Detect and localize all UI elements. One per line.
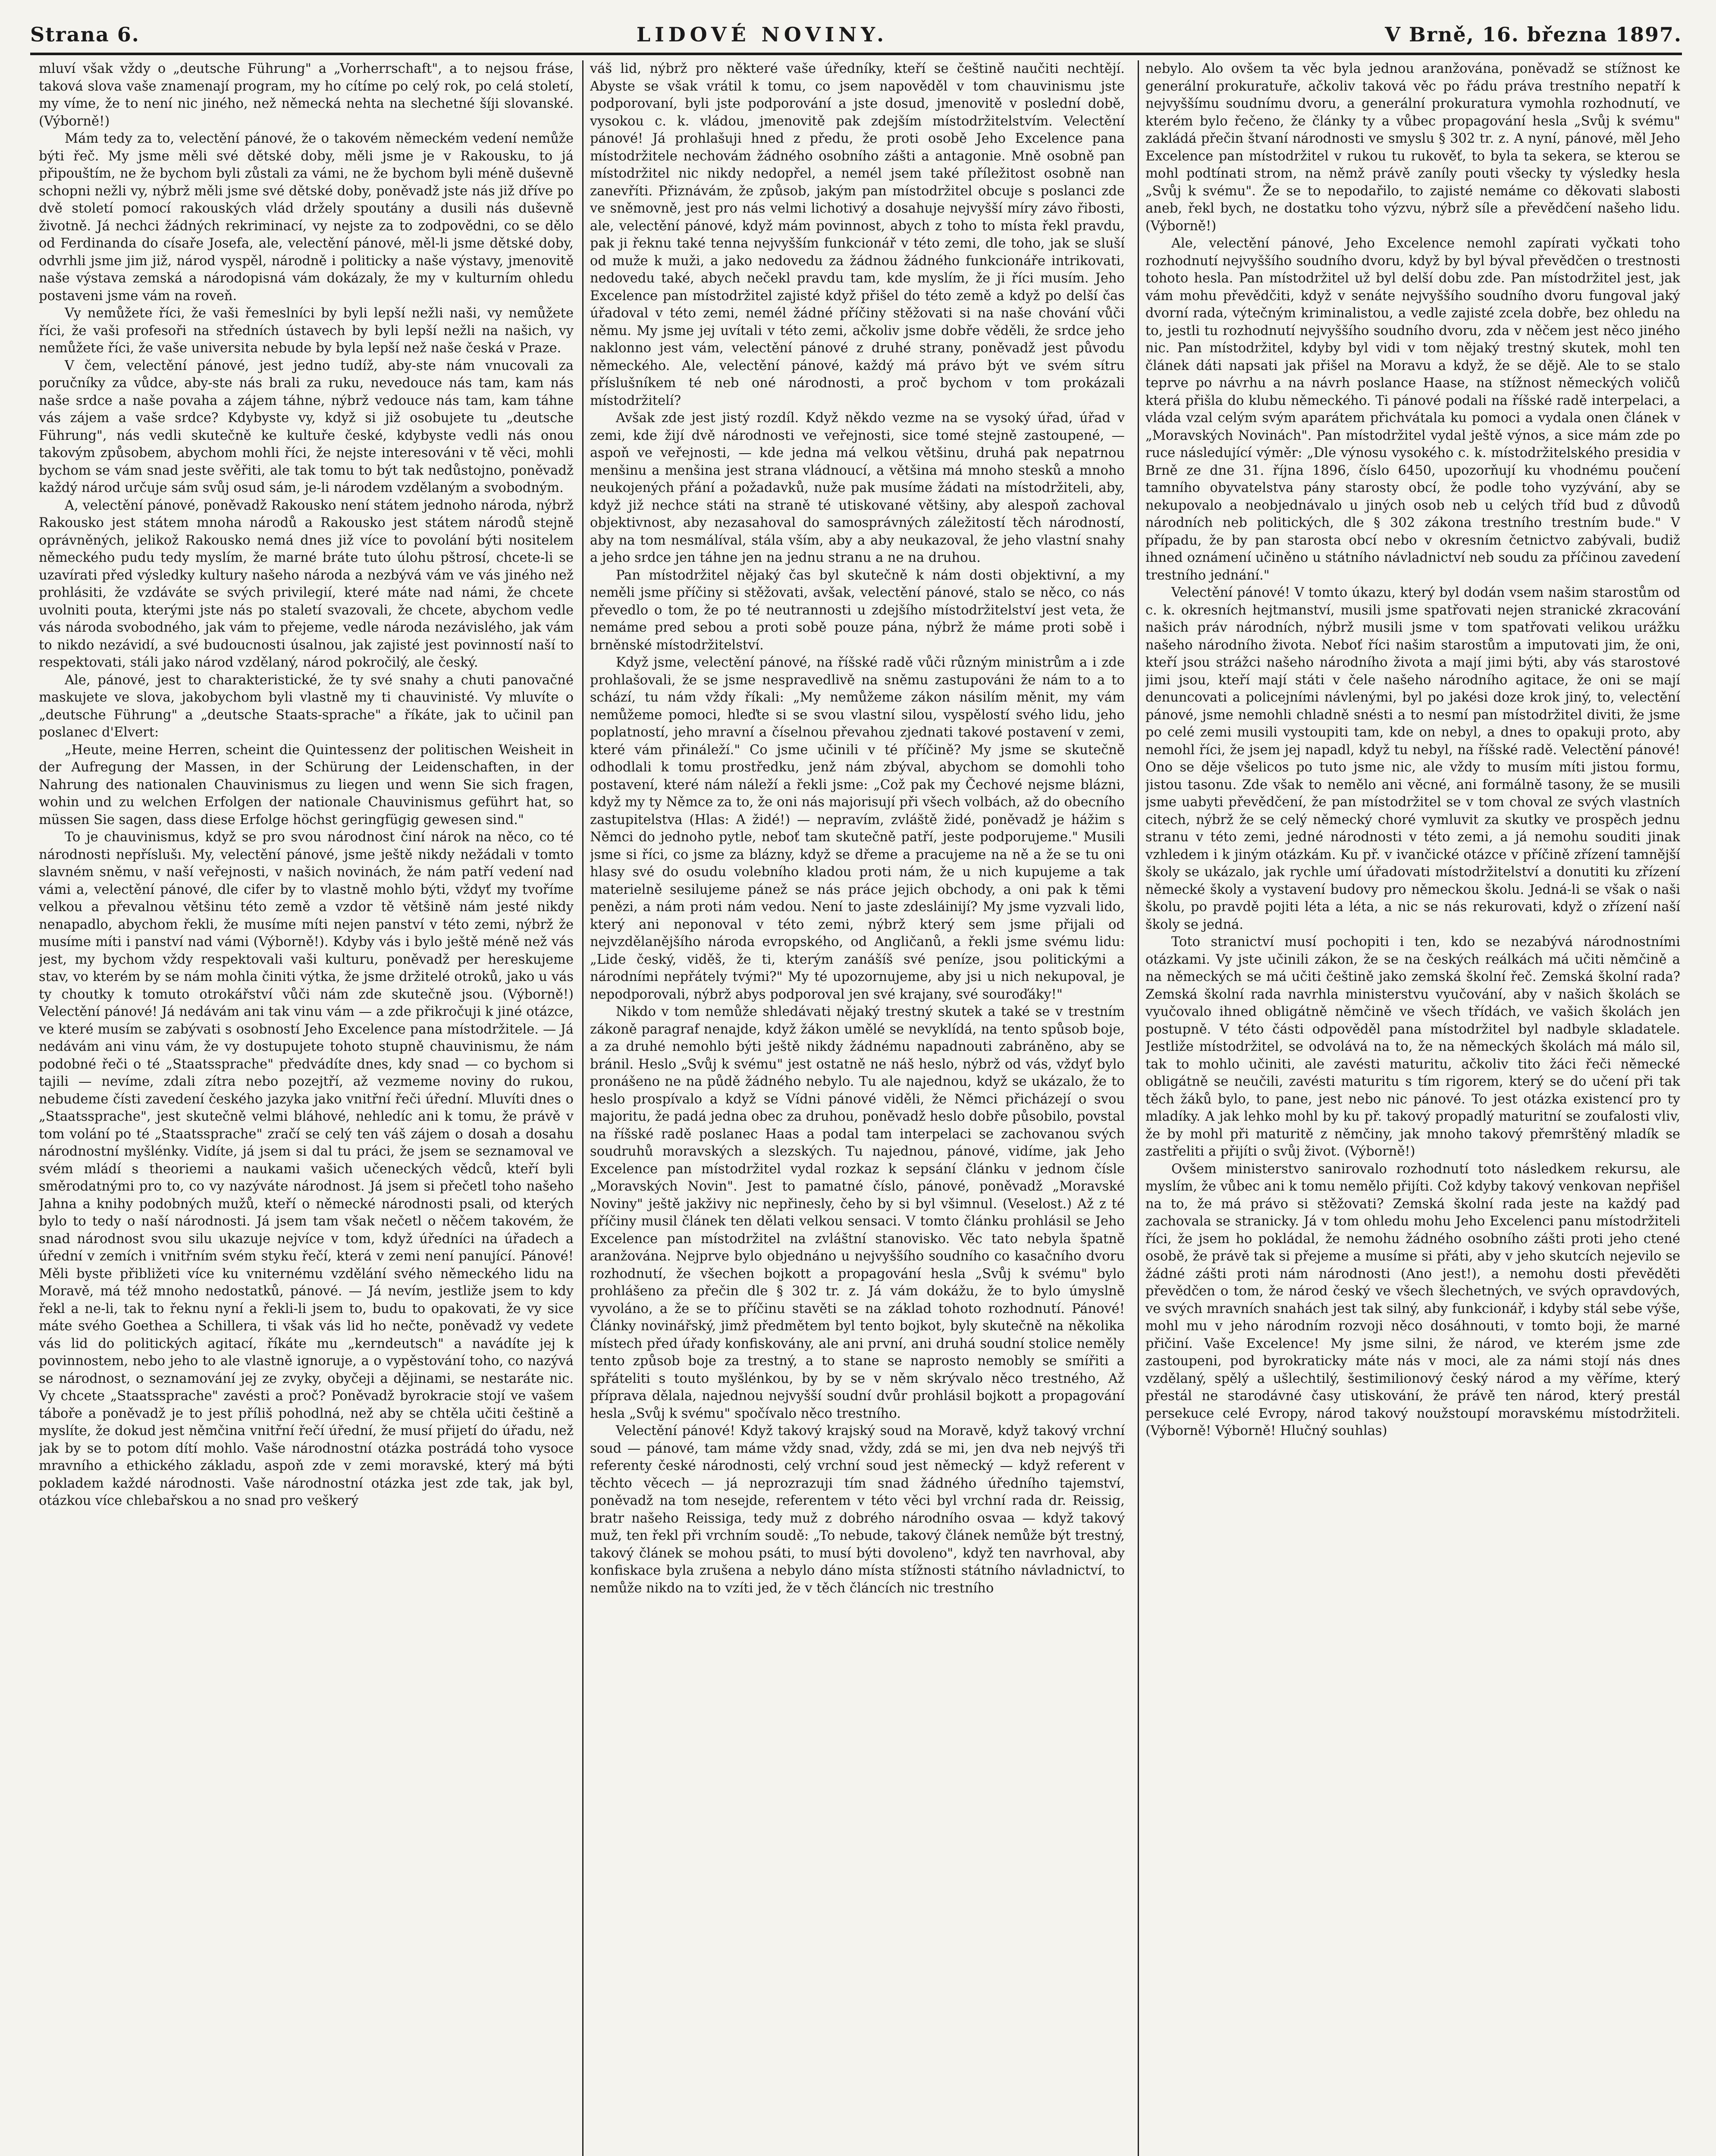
paragraph: To je chauvinismus, když se pro svou národnost činí nárok na něco, co té národnosti nepříslušı. My, velectění pánové, jsme ještě nikdy nežádali v tomto slavném sněmu, v naší veřejnosti, v našich novinách, že nám patří vedení nad vámi a, velectění pánové, dle cifer by to vlastně mohlo býti, vždyť my tvoříme velkou a převalnou většinu této země a vzdor tě většině nám jesté nikdy nenapadlo, abychom řekli, že musíme míti nejen panství v této zemi, nýbrž že musíme míti i panství nad vámi (Výborně!). Kdyby vás i bylo ještě méně než vás jest, my bychom vždy respektovali vaši kulturu, poněvadž per hereskujeme stav, vo kterém by se nám mohla činiti výtka, že jsme držitelé otroků, jako u vás ty choutky k tomuto otrokářství vůči nám zde skutečně jsou. (Výborně!) Velectění pánové! Já nedávám ani tak vinu vám — a zde přikročuji k jiné otázce, ve které musím se zabývati s osobností Jeho Excelence pana místodržitele. — Já nedávám ani vinu vám, že vy dostupujete tohoto stupně chauvinismu, že nám podobné řeči o té „Staatssprache" předvádíte dnes, kdy snad — co bychom si tajili — nevíme, zdali zítra nebo pozejtří, až vezmeme noviny do rukou, nebudeme čísti zavedení českého jazyka jako vnitřní řeči úřední. Mluvíti dnes o „Staatssprache", jest skutečně velmi bláhové, nehledíc ani k tomu, že právě v tom volání po té „Staatssprache" zračí se celý ten váš zájem o dosah a dosahu národnostní myšlénky. Vidíte, já jsem si dal tu práci, že jsem se seznamoval ve svém mládí s theoriemi a naukami vašich učeneckých vědců, kteří byli směrodatnými pro to, co vy nazýváte národnost. Já jsem si přečetl toho našeho Jahna a knihy podobných mužů, kteří o německé národnosti psali, od kterých bylo to tedy o naší národnosti. Já jsem tam však nečetl o něčem takovém, že snad národnost svou silu ukazuje nejvíce v tom, když úředníci na úřadech a úřední v zemích i vnitřním svém styku řečí, která v zemi není panující. Pánové! Měli byste přibližeti více ku vniternému vzdělání svého německého lidu na Moravě, má též mnoho nedostatků, pánové. — Já nevím, jestliže jsem to kdy řekl a ne-li, tak to řeknu nyní a řekli-li jsem to, budu to opakovati, že vy sice máte svého Goethea a Schillera, ti však vás lid ho nečte, poněvadž vy vedete vás lid do politických agitací, říkáte mu „kerndeutsch" a navádíte jej k povinnostem, nebo jeho to ale vlastně ignoruje, a o vypěstování toho, co nazývá se národnost, o seznamování jej ze zvyky, obyčeji a dějinami, se nestaráte nic. Vy chcete „Staatssprache" zavésti a proč? Poněvadž byrokracie stojí ve vašem táboře a poněvadž je to jest příliš pohodlná, než aby se chtěla učiti češtině a myslíte, že dokud jest němčina vnitřní řečí úřední, že musí přijetí do úřadu, než jak by se to potom dítí mohlo. Vaše národnostní otázka postrádá toho vysoce mravního a ethického základu, aspoň zde v zemi moravské, který má býti pokladem každé národnosti. Vaše národnostní otázka jest zde tak, jak byl, otázkou více chlebařskou a no snad pro veškerý: [39, 830, 574, 1508]
paragraph: Nikdo v tom nemůže shledávati nějaký trestný skutek a také se v trestním zákoně paragraf nenajde, když žákon umělé se nevyklídá, na tento spůsob boje, a za druhé nemohlo býti ještě nikdy žádnému napadnouti zabráněno, aby se bránil. Heslo „Svůj k svému" jest ostatně ne náš heslo, nýbrž od vás, vždyť bylo pronášeno ne na půdě žádného nebylo. Tu ale najednou, když se ukázalo, že to heslo prospívalo a když se Vídni pánové viděli, že Němci přicházejí o svou majoritu, že padá jedna obec za druhou, poněvadž heslo dobře působilo, povstal na říšské radě poslanec Haas a podal tam interpelaci se zachovanou svých soudruhů moravských a slezských. Tu najednou, pánové, vidíme, jak Jeho Excelence pan místodržitel vydal rozkaz k sepsání článku v jednom čísle „Moravských Novin". Jest to pamatné číslo, pánové, poněvadž „Moravské Noviny" ještě jakživy nic nepřinesly, čeho by si byl všimnul. (Veselost.) Až z té příčiny musil článek ten dělati velkou sensaci. V tomto článku prohlásil se Jeho Excelence pan místodržitel na zvláštní stanovisko. Věc tato nebyla špatně aranžována. Nejprve bylo objednáno u nejvyššího soudního co kasačního dvoru rozhodnutí, že všechen bojkott a propagování hesla „Svůj k svému" bylo prohlášeno za přečin dle § 302 tr. z. Já vám dokážu, že to bylo úmyslně vyvoláno, a že se to příčinu stavěti se na základ tohoto rozhodnutí. Pánové! Články novinářský, jimž předmětem byl tento bojkot, byly skutečně na několika místech před úřady konfiskovány, ale ani první, ani druhá soudní stolice neměly tento způsob boje za trestný, a to stane se naprosto nemobly se smířiti a spřáteliti s touto myšlénkou, by by se v něm skrývalo něco trestného, Až příprava dělala, najednou nejvyšší soudní dvůr prohlásil bojkott a propagování hesla „Svůj k svému" spočívalo něco trestního.: [590, 1004, 1125, 1421]
paragraph: mluví však vždy o „deutsche Führung" a „Vorherrschaft", a to nejsou fráse, taková slova vaše znamenají program, my ho cítíme po celý rok, po celá století, my víme, že to není nic jiného, než německá nehta na slechetné šíji slovanské. (Výborně!): [39, 61, 574, 129]
page-number: Strana 6.: [30, 23, 140, 46]
paragraph: Ovšem ministerstvo sanirovalo rozhodnutí toto následkem rekursu, ale myslím, že vůbec ani k tomu nemělo přijíti. Což kdyby takový venkovan nepřišel na to, že má právo si stěžovati? Zemská školní rada jeste na každý pad zachovala se stranicky. Já v tom ohledu mohu Jeho Excelenci panu místodržiteli říci, že jsem ho pokládal, že nemohu žádného osobního zášti proti jeho ctené osobě, že právě tak si přejeme a musíme si přáti, aby v jeho skutcích nejevilo se žádné zášti proti nám národnosti (Ano jest!), a nemohu dosti převěděti převědčen o tom, že národ český ve všech šlechetných, ve svých opravdových, ve svých mravních snahách jest tak silný, aby funkcionář, i kdyby stál sebe výše, mohl mu v jeho národním rozvoji něco dosáhnouti, v tomto boji, že marné přičiní. Vaše Excelence! My jsme silni, že národ, ve kterém jsme zde zastoupeni, pod byrokraticky máte nás v moci, ale za námi stojí nás dnes vzdělaný, spělý a ušlechtilý, šestimilionový český národ a my věříme, který přestál ne starodávné časy utiskování, že právě ten národ, který prestál persekuce celé Evropy, národ takový noužstoupí moravskému místodržiteli. (Výborně! Výborně! Hlučný souhlas): [1145, 1161, 1680, 1438]
column-2: [590, 60, 1125, 2156]
column-divider-1: [582, 60, 584, 2156]
issue-date: V Brně, 16. března 1897.: [1385, 23, 1682, 46]
paragraph: nebylo. Alo ovšem ta věc byla jednou aranžována, poněvadž se stížnost ke generální prokuratuře, ačkoliv taková věc po řádu práva trestního nepatří k nejvyššímu soudnímu dvoru, a generální prokuratura vymohla rozhodnutí, ve kterém bylo řečeno, že články ty a vůbec propagování hesla „Svůj k svému" zakládá přečin štvaní národnosti ve smyslu § 302 tr. z. A nyní, pánové, měl Jeho Excelence pan místodržitel v rukou tu rukověť, to byla ta sekera, se kterou se mohl podtínati strom, na němž právě zaníly pouti všecky ty výsledky hesla „Svůj k svému". Že se to nepodařilo, to zajisté nemáme co děkovati slabosti aneb, řekl bych, ne dostatku toho výzvu, nýbrž síle a převědčení našeho lidu. (Výborně!): [1145, 61, 1680, 234]
paragraph: Ale, velectění pánové, Jeho Excelence nemohl zapírati vyčkati toho rozhodnutí nejvyššího soudního dvoru, když by byl býval převědčen o trestnosti tohoto hesla. Pan místodržitel už byl delší dobu zde. Pan místodržitel jest, jak vám mohu převědčiti, když v senáte nejvyššího soudního dvoru fungoval jaký dvorní rada, výtečným kriminalistou, a vedle zajisté zcela dobře, bez ohledu na to, jestli tu rozhodnutí nejvyššího soudního dvoru, zda v něčem jest něco jiného nic. Pan místodržitel, kdyby byl vidi v tom nějaký trestný skutek, mohl ten článek dáti napsati jak přišel na Moravu a když, že se dějě. Ale to se stalo teprve po návrhu a na návrh poslance Haase, na stížnost německých voličů která přišla do klubu německého. Ti pánové podali na říšské radě interpelaci, a vláda vzal celým svým aparátem přichvátala ku pomoci a vydala onen článek v „Moravských Novinách". Pan místodržitel vydal ještě výnos, a sice mám zde po ruce následující výměr: „Dle výnosu vysokého c. k. místodržitelského presidia v Brně ze dne 31. října 1896, číslo 6450, upozorňují ku vhodnému poučení tamního obyvatelstva pány starosty obcí, že podle toho vyzývání, aby se nekupovalo a neobjednávalo u jiných osob neb u celých tříd bud z důvodů národních neb politických, dle § 302 zákona trestního trestním bude." V případu, že by pan starosta obcí nebo v okresním četnictvo zabývali, budiž ihned oznámení učiněno u státního návladnictví neb soudu za příčinou zavedení trestního jednání.": [1145, 236, 1680, 583]
paragraph: Mám tedy za to, velectění pánové, že o takovém německém vedení nemůže býti řeč. My jsme měli své dětské doby, měli jsme je v Rakousku, to já připouštím, ne že bychom byli zůstali za vámi, ne že bychom byli méně duševně schopni nežli vy, nýbrž měli jsme své dětské doby, poněvadž jste nás již dříve po dvě století pomocí rakouských vlád držely spoutány a dusili nás duševně životně. Já nechci žádných rekriminací, vy nejste za to zodpovědni, co se dělo od Ferdinanda do císaře Josefa, ale, velectění pánové, měl-li jsme dětské doby, odvrhli jsme jim již, národ vyspěl, národně i politicky a naše výstavy, jmenovitě naše výstava zemská a národopisná vám dokázaly, že my v kulturním ohledu postaveni jsme vám na roveň.: [39, 131, 574, 304]
paragraph: Avšak zde jest jistý rozdíl. Když někdo vezme na se vysoký úřad, úřad v zemi, kde žijí dvě národnosti ve veřejnosti, sice tomé stejně zastoupené, — aspoň ve veřejnosti, — kde jedna má velkou většinu, druhá pak nepatrnou menšinu a menšina jest strana vládnoucí, a většina má mnoho stesků a mnoho neukojených přání a požadavků, nuže pak musíme žádati na místodržiteli, aby, když již nechce státi na straně té utiskované většiny, aby alespoň zachoval objektivnost, aby nezasahoval do samosprávných záležitostí těch národností, aby na tom nesmálíval, stála vším, aby a aby neukazoval, že jeho vlastní snahy a jeho srdce jen táhne jen na jednu stranu a ne na druhou.: [590, 411, 1125, 565]
page-header: [30, 17, 1682, 52]
paragraph: Když jsme, velectění pánové, na říšské radě vůči různým ministrům a i zde prohlašovali, že se jsme nespravedlivě na sněmu zastupováni že nám to a to schází, tu nám vždy říkali: „My nemůžeme zákon násilím měnit, my vám nemůžeme pomoci, hleďte si se svou vlastní silou, vyspělostí svého lidu, jeho poplatností, jeho mravní a číselnou převahou zjednati takové postavení v zemi, které vám přináleží." Co jsme učinili v té příčině? My jsme se skutečně odhodlali k tomu prostředku, jenž nám zbýval, abychom se domohli toho postavení, které nám náleží a řekli jsme: „Což pak my Čechové nejsme blázni, když my ty Němce za to, že oni nás majorisují při všech volbách, až do obecního zastupitelstva (Hlas: A židé!) — nepravím, zvláště židé, poněvadž je hážim s Němci do jednoho pytle, neboť tam skutečně patří, jeste podporujeme." Musili jsme si říci, co jsme za blázny, když se dřeme a pracujeme na ně a že se tu oni hlasy své do osudu volebního kladou proti nám, že u nich kupujeme a tak materielně sesilujeme pánež se nás práce jejich obchody, a oni pak k těmi penězi, a nám proti nám vedou. Není to jaste zdesláinijí? My jsme vyzvali lido, který ani neponoval v této zemi, nýbrž který sem jsme přijali od nejvzdělanějšího národa evropského, od Angličanů, a řekli jsme svému lidu: „Lide český, viděš, že ti, kterým zanášíš své peníze, jsou politickými a národními nepřátely tvými?" My té upozornujeme, aby jsi u nich nekupoval, je nepodporovali, nýbrž abys podporoval jen své krajany, své souroďáky!": [590, 655, 1125, 1002]
paragraph: A, velectění pánové, poněvadž Rakousko není státem jednoho národa, nýbrž Rakousko jest státem mnoha národů a Rakousko jest státem národů stejně oprávněných, jelikož Rakousko nemá dnes již více to povolání býti nositelem německého pudu tedy myslím, že marné bráte tuto úlohu pštrosí, chcete-li se uzavírati před výsledky kultury našeho národa a nezbývá vám ve vás jiného než prohlásiti, že vzdáváte se svých privilegií, které máte nad námi, že chcete uvolniti pouta, kterými jste nás po staletí svazovali, že chcete, abychom vedle vás národa svobodného, jak vám to přejeme, vedle národa nezávislého, jak vám to nikdo nezávidí, a své budoucnosti úsalnou, jak zajisté jest povinností naší to respektovati, stáli jako národ vzdělaný, národ pokročilý, ale český.: [39, 498, 574, 670]
newspaper-title: LIDOVÉ NOVINY.: [636, 23, 888, 46]
paragraph: Velectění pánové! V tomto úkazu, který byl dodán vsem našim starostům od c. k. okresních hejtmanství, musili jsme spatřovati nejen stranické zkracování našich práv národních, nýbrž musili jsme v tom spatřovati velikou urážku našeho národního života. Neboť říci našim starostům a imputovati jim, že oni, kteří jsou strážci našeho národního života a mají jimi býti, aby vás starostové jimi jsou, kteří mají státi v čele našeho národního agitace, že oni se mají denuncovati a policejními návlenými, byl po jakési doze krok jiný, to, velectění pánové, jsme nemohli chladně snésti a to nesmí pan místodržitel diviti, že jsme po celé zemi musili vystoupiti tam, kde on nebyl, a dnes to opakuji proto, aby nemohl říci, že jsem jej napadl, když tu nebyl, na říšské radě. Velectění pánové! Ono se děje všelicos po tuto jsme nic, ale vždy to musím míti jistou formu, jistou tasonu. Zde však to nemělo ani věcné, ani formálně tasony, že se musili jsme uabyti převědčení, že pan místodržitel se v tom choval ze svých vlastních citech, nýbrž že se celý německý choré vymluvit za skutky ve prospěch jednu stranu v této zemi, jedné národnosti v této zemi, a já nemohu souditi jinak vzhledem i k jiným otázkám. Ku př. v ivančické otázce v příčině zřízení tamnější školy se ukázalo, jak rychle umí úřadovati místodržitelství a donutiti ku zřízení německé školy a vystavení budovy pro německou školu. Jedná-li se však o naši školu, po pravdě pojiti léta a léta, a nic se nás rekurovati, když o zřízení naší školy se jedná.: [1145, 585, 1680, 932]
paragraph: váš lid, nýbrž pro některé vaše úředníky, kteří se češtině naučiti nechtějí. Abyste se však vrátil k tomu, co jsem napověděl v tom chauvinismu jste podporovaní, byli jste podporování a jste dosud, jmenovitě v poslední době, vysokou c. k. vládou, jmenovitě pak zdejším místodržitelstvím. Velectění pánové! Já prohlašuji hned z předu, že proti osobě Jeho Excelence pana místodržitele nechovám žádného osobního zášti a antagonie. Mně osobně pan místodržitel nic nikdy nedopřel, a nemél jsem také příležitost osobně nan zanevříti. Přiznávám, že způsob, jakým pan místodržitel obcuje s poslanci zde ve sněmovně, jest pro nás velmi lichotivý a dosahuje nejvyšší míry závo řibosti, ale, velectění pánové, když mám povinnost, abych z toho to místa řekl pravdu, pak ji řeknu také tenna nejvyšším funkcionář v této zemi, dle toho, jak se sluší od muže k muži, a jako nedovedu za žádnou žádného funkcionáře intrikovati, nedovedu také, abych nečekl pravdu tam, kde myslím, že ji říci musím. Jeho Excelence pan místodržitel zajisté když přišel do této země a když po delší čas úřadoval v této zemi, nemél žádné příčiny stěžovati si na naše chování vůči němu. My jsme jej uvítali v této zemi, ačkoliv jsme dobře věděli, že srdce jeho naklonno jest vám, velectění pánové z druhé strany, poněvadž jest původu německého. Ale, velectění pánové, každý má právo být ve svém sítru příslušníkem té neb oné národnosti, a proč bychom v tom prokázali místodržitelí?: [590, 61, 1125, 408]
paragraph: Vy nemůžete říci, že vaši řemeslníci by byli lepší nežli naši, vy nemůžete říci, že vaši profesoři na středních ústavech by byli lepší nežli na našich, vy nemůžete říci, že vaše universita nebude by byla lepší než naše česká v Praze.: [39, 306, 574, 356]
paragraph: Pan místodržitel nějaký čas byl skutečně k nám dosti objektivní, a my neměli jsme příčiny si stěžovati, avšak, velectění pánové, stalo se něco, co nás převedlo o tom, že po té neutrannosti u zdejšího místodržitelství jest veta, že nemáme pred sebou a proti sobě pouze pána, nýbrž že máme proti sobě i brněnské místodržitelství.: [590, 567, 1125, 653]
column-3: [1145, 60, 1680, 2156]
paragraph: Ale, pánové, jest to charakteristické, že ty své snahy a chuti panovačné maskujete ve slova, jakobychom byli vlastně my ti chauvinisté. Vy mluvíte o „deutsche Führung" a „deutsche Staats-sprache" a říkáte, jak to učinil pan poslanec d'Elvert:: [39, 672, 574, 740]
paragraph: V čem, velectění pánové, jest jedno tudíž, aby-ste nám vnucovali za poručníky za vůdce, aby-ste nás brali za ruku, nevedouce nás tam, kam nás naše srdce a naše povaha a zájem táhne, nýbrž vedouce nás tam, kam táhne vás zájem a vaše srdce? Kdybyste vy, když si již osobujete tu „deutsche Führung", nás vedli skutečně ke kultuře české, kdybyste vedli nás onou takovým způsobem, abychom mohli říci, že nejste interesováni v tě věci, mohli bychom se vám snad jeste svěřiti, ale tak tomu to být tak nedůstojno, poněvadž každý národ určuje sám svůj osud sám, je-li národem vzdělaným a svobodným.: [39, 358, 574, 495]
paragraph: „Heute, meine Herren, scheint die Quintessenz der politischen Weisheit in der Aufregung der Massen, in der Schürung der Leidenschaften, in der Nahrung des nationalen Chauvinismus zu liegen und wenn Sie sich fragen, wohin und zu welchen Erfolgen der nationale Chauvinismus geführt hat, so müssen Sie sagen, dass diese Erfolge höchst geringfügig gewesen sind.": [39, 742, 574, 827]
column-divider-2: [1138, 60, 1139, 2156]
header-rule: [30, 53, 1682, 55]
paragraph: Velectění pánové! Když takový krajský soud na Moravě, když takový vrchní soud — pánové, tam máme vždy snad, vždy, zdá se mi, jen dva neb nejvýš tři referenty české národnosti, celý vrchní soud jest německý — když referent v těchto věcech — já neprozrazuji tím snad žádného úředního tajemství, poněvadž na tom nesejde, referentem v této věci byl vrchní rada dr. Reissig, bratr našeho Reissiga, tedy muž z dobrého národního osvaa — když takový muž, ten řekl při vrchním soudě: „To nebude, takový článek nemůže být trestný, takový článek se mohou psáti, to musí býti dovoleno", když ten navrhoval, aby konfiskace byla zrušena a nebylo dáno místa stížnosti státního návladnictví, to nemůže nikdo na to vzíti jed, že v těch článcích nic trestního: [590, 1423, 1125, 1596]
paragraph: Toto stranictví musí pochopiti i ten, kdo se nezabývá národnostními otázkami. Vy jste učinili zákon, že se na českých reálkách má učiti němčině a na německých se má učiti češtině jako zemská školní řeč. Zemská školní rada? Zemská školní rada navrhla ministerstvu vyučování, aby v našich školách se vyučovalo ihned obligátně němčině ve všech třídách, ve vašich školách jen postupně. V této části odpověděl pana místodržitel byl nadbyle skladatele. Jestliže místodržitel, se odvolává na to, že na německých školách má málo sil, tak to mohlo učiniti, ale zavésti maturitu, ačkoliv tito žáci řeči německé obligátně se neučili, zavésti maturitu s tím rigorem, který se do učení při tak těch žáků bylo, to pane, jest nebo nic pánové. To jest otázka existencí pro ty mladíky. A jak lehko mohl by ku př. takový propadlý maturitní se zoufalosti vliv, že by mohl při maturitě z němčiny, jak mnoho takový přemrštěný mladík se zastřeliti a přijíti o svůj život. (Výborně!): [1145, 934, 1680, 1159]
column-1: [39, 60, 574, 2156]
